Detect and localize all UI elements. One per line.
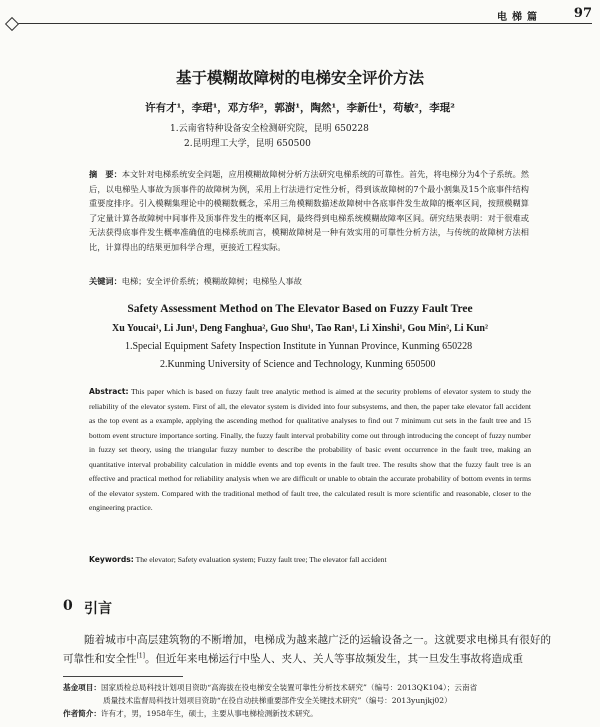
abstract-en [89, 385, 531, 516]
citation-ref[interactable]: [1] [136, 652, 145, 660]
abstract-cn [89, 167, 529, 254]
paper-title-en: Safety Assessment Method on The Elevator Based on Fuzzy Fault Tree [127, 303, 473, 315]
authors-cn: 许有才¹，李珺¹，邓方华²，郭澍¹，陶然¹，李新仕¹，苟敏²，李琨² [145, 102, 455, 114]
keywords-en [89, 555, 531, 564]
authors-en: Xu Youcai¹, Li Jun¹, Deng Fanghua², Guo Shu¹, Tao Ran¹, Li Xinshi¹, Gou Min², Li Kun² [112, 323, 488, 334]
affiliation-cn-1: 1.云南省特种设备安全检测研究院，昆明 650228 [170, 124, 369, 134]
keywords-cn-text: 电梯；安全评价系统；模糊故障树；电梯坠人事故 [121, 276, 302, 286]
keywords-en-label: Keywords: [89, 555, 134, 564]
abstract-en-label: Abstract: [89, 387, 129, 396]
keywords-cn-label: 关键词： [89, 276, 122, 286]
header-rule [8, 23, 592, 24]
fund-label: 基金项目： [63, 683, 101, 692]
affiliation-en-2: 2.Kunming University of Science and Technology, Kunming 650500 [160, 359, 436, 370]
intro-text-cont: 。但近年来电梯运行中坠人、夹人、关人等事故频发生，其一旦发生事故将造成重 [145, 653, 523, 665]
abstract-cn-label: 摘 要： [89, 169, 122, 179]
fund-text: 国家质检总局科技计划项目资助“高海拔在役电梯安全装置可靠性分析技术研究”（编号：2013QK104）；云南省 [100, 683, 478, 692]
paper-title-cn: 基于模糊故障树的电梯安全评价方法 [175, 69, 424, 87]
diamond-ornament-icon [5, 17, 19, 31]
keywords-en-text: The elevator; Safety evaluation system; Fuzzy fault tree; The elevator fall accident [135, 555, 387, 564]
fund-text-2: 质量技术监督局科技计划项目资助“在役自动扶梯重要部件安全关键技术研究”（编号：2013yunjkj02） [103, 696, 452, 705]
affiliation-en-1: 1.Special Equipment Safety Inspection Institute in Yunnan Province, Kunming 650228 [125, 341, 473, 352]
author-bio-text: 许有才，男，1958年生，硕士，主要从事电梯检测新技术研究。 [100, 709, 318, 718]
page-number: 97 [573, 6, 592, 21]
journal-section-name: 电梯篇 [497, 12, 542, 23]
author-bio-label: 作者简介： [63, 709, 101, 718]
footnote-rule [63, 676, 183, 677]
affiliation-cn-2: 2.昆明理工大学，昆明 650500 [184, 139, 311, 149]
section-title: 引言 [84, 601, 112, 617]
intro-paragraph [63, 631, 551, 669]
section-number: 0 [63, 598, 73, 614]
abstract-en-text: This paper which is based on fuzzy fault tree analytic method is aimed at the security problems of elevator system to study the reliability of the elevator system. First of all, the elevator system is divided into four subsystems, and then, the paper take elevator fall accident as the top event as a example, applying the ascending method for qualitative analyses to find out 7 minimum cut sets in the fault tree and 15 bottom event structure importance sorting. Finally, the fuzzy fault interval probability come out through introducing the concept of fuzzy number in fuzzy set theory, using the triangular fuzzy number to describe the probability of basic event occurrence in the fault tree, making an quantitative interval probability calculation in middle events and top events in the fault tree. The results show that the fuzzy fault tree is an effective and practical method for reliability analysis when we are difficult or unable to obtain the accurate probability of bottom events in terms of the elevator system. Compared with the traditional method of fault tree, the calculated result is more scientific and reasonable, closer to the engineering practice. [89, 387, 531, 512]
intro-text: 随着城市中高层建筑物的不断增加，电梯成为越来越广泛的运输设备之一。这就要求电梯具有很好的可靠性和安全性 [63, 634, 551, 665]
abstract-cn-text: 本文针对电梯系统安全问题，应用模糊故障树分析方法研究电梯系统的可靠性。首先，将电梯分为4个子系统。然后，以电梯坠人事故为顶事件的故障树为例，采用上行法进行定性分析，得到该故障树的7个最小割集及15个底事件结构重要度排序。引入模糊集理论中的模糊数概念，采用三角模糊数描述故障树中各底事件发生故障的概率区间，按照模糊算了定量计算各故障树中间事件及顶事件发生的概率区间，最终得到电梯系统模糊故障率区间。研究结果表明：对于很难或无法获得底事件发生概率准确值的电梯系统而言，模糊故障树是一种有效实用的可靠性分析方法，与传统的故障树方法相比，计算得出的结果更加科学合理，更接近工程实际。 [89, 169, 529, 252]
footnote [63, 681, 551, 720]
keywords-cn [89, 276, 529, 287]
